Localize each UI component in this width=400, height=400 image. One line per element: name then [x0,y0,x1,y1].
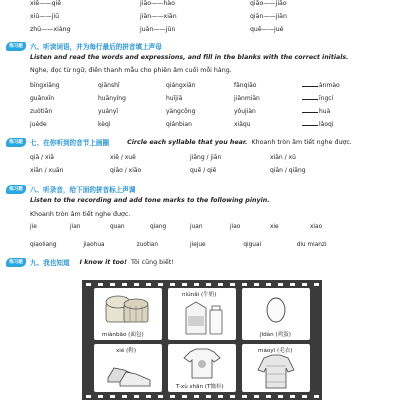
film-holes-top [82,281,322,287]
syllable-pair[interactable]: qiān / qiāng [270,167,306,174]
exercise-badge: 练习题 [6,42,26,51]
frame-tshirt [168,344,236,392]
section-6-heading [6,41,162,51]
word: ànmào [319,82,340,89]
pinyin[interactable]: xiao [310,224,323,230]
caption-milk: niúnǎi (牛奶) [182,292,217,298]
word: īngcí [319,95,334,102]
egg-icon [242,288,310,328]
syllable-pair[interactable]: xiān / xū [270,154,296,161]
top-row-1 [30,0,360,7]
pinyin-row [30,224,350,230]
section-title-cn: 七、在你听到的音节上画圈 [30,139,110,147]
word: xiǎqu [234,121,251,128]
word: huà [319,108,331,115]
top-cell: qiāo——jiāo [250,0,287,7]
section-8-heading [6,184,136,194]
word: kèqì [98,121,111,128]
tshirt-icon [168,344,236,382]
pinyin[interactable]: jian [70,224,81,230]
top-cell: zhū——xiàng [30,26,71,33]
film-strip [82,280,322,400]
frame-shoes [94,344,162,392]
pinyin[interactable]: quan [110,224,125,230]
word-row [30,95,370,102]
caption-bread: miànbāo (面包) [102,332,144,338]
top-cell: xiū——jiū [30,13,60,20]
word: yàngcōng [166,108,196,115]
pinyin[interactable]: juan [190,224,203,230]
exercise-badge: 练习题 [6,138,26,147]
top-cell: qiān——jiān [250,13,287,20]
word: juéde [30,121,47,128]
section-title-en: Listen to the recording and add tone marks to the following pinyin. [30,197,270,204]
frame-milk [168,288,236,340]
exercise-badge: 练习题 [6,258,26,267]
pinyin[interactable]: qiang [150,224,167,230]
frame-egg [242,288,310,340]
section-title-vi: Khoanh tròn âm tiết nghe được. [30,211,131,218]
word-row [30,108,370,115]
caption-tshirt: T-xù shān (T恤衫) [176,384,224,390]
word: yuányī [98,108,119,115]
word: huānyíng [98,95,126,102]
word: fǎnqiāo [234,82,257,89]
blank-cell[interactable] [302,82,370,89]
section-title-cn: 八、听录音，给下面的拼音标上声调 [30,186,136,194]
caption-sweater: máoyī (毛衣) [258,348,293,354]
syllable-pair[interactable]: qiāo / xiāo [110,167,142,174]
word: guānxīn [30,95,55,102]
pinyin[interactable]: zuotian [136,242,159,248]
pinyin[interactable]: jiaohua [83,242,105,248]
blank-cell[interactable] [302,95,370,102]
section-title-cn: 九、我也知道 [30,259,70,267]
word-row [30,82,370,89]
section-title-vi: Khoanh tròn âm tiết nghe được. [251,138,352,146]
syllable-row [30,167,350,174]
pinyin[interactable]: jiejue [189,242,206,248]
exercise-badge: 练习题 [6,185,26,194]
pinyin[interactable]: jiao [230,224,241,230]
caption-shoes: xié (鞋) [116,348,137,354]
blank-cell[interactable] [302,108,370,115]
syllable-pair[interactable]: qiā / xiā [30,154,54,161]
blank-cell[interactable] [302,121,370,128]
syllable-row [30,154,350,161]
word: zuótiān [30,108,53,115]
pinyin[interactable]: xie [270,224,279,230]
syllable-pair[interactable]: jiāng / jiān [190,154,222,161]
bread-icon [94,288,162,328]
word: lǎoqi [319,121,334,128]
top-cell: xiē——qiē [30,0,62,7]
word: qiánbian [166,121,192,128]
section-title-en: Circle each syllable that you hear. [127,138,248,146]
caption-egg: jīdàn (鸡蛋) [260,332,291,338]
top-cell: jiāo——hào [140,0,175,7]
word: jiānmiān [234,95,260,102]
syllable-pair[interactable]: quē / qiē [190,167,217,174]
word-row [30,121,370,128]
pinyin[interactable]: diu mianzi [296,242,327,248]
top-cell: juān——jūn [140,26,176,33]
film-holes-bottom [82,393,322,399]
pinyin[interactable]: qiaoliang [30,242,57,248]
section-7-heading [6,137,352,147]
frame-bread [94,288,162,340]
word: qiānshī [98,82,120,89]
pinyin[interactable]: qiguai [243,242,262,248]
word: yǒujiàn [234,108,256,115]
top-row-3 [30,26,360,33]
pinyin-row [30,242,350,248]
top-cell: jiān——xiān [140,13,177,20]
frame-sweater [242,344,310,392]
word: bīngxiāng [30,82,60,89]
section-title-en: Listen and read the words and expressions, and fill in the blanks with the correct initials. [30,54,349,61]
word: huījiā [166,95,183,102]
section-9-heading [6,257,174,267]
top-cell: quē——jué [250,26,284,33]
pinyin[interactable]: jie [30,224,37,230]
word: qiángxiān [166,82,196,89]
syllable-pair[interactable]: xiē / xuē [110,154,136,161]
top-row-2 [30,13,360,20]
section-title-vi: Tôi cũng biết! [131,258,174,266]
section-title-en: I know it too! [79,258,127,266]
section-title-vi: Nghe, đọc từ ngữ, điền thanh mẫu cho phiên âm cuối mỗi hàng. [30,67,232,74]
section-title-cn: 六、听读词语，并为每行最后的拼音填上声母 [30,43,162,51]
syllable-pair[interactable]: xiān / xuān [30,167,64,174]
